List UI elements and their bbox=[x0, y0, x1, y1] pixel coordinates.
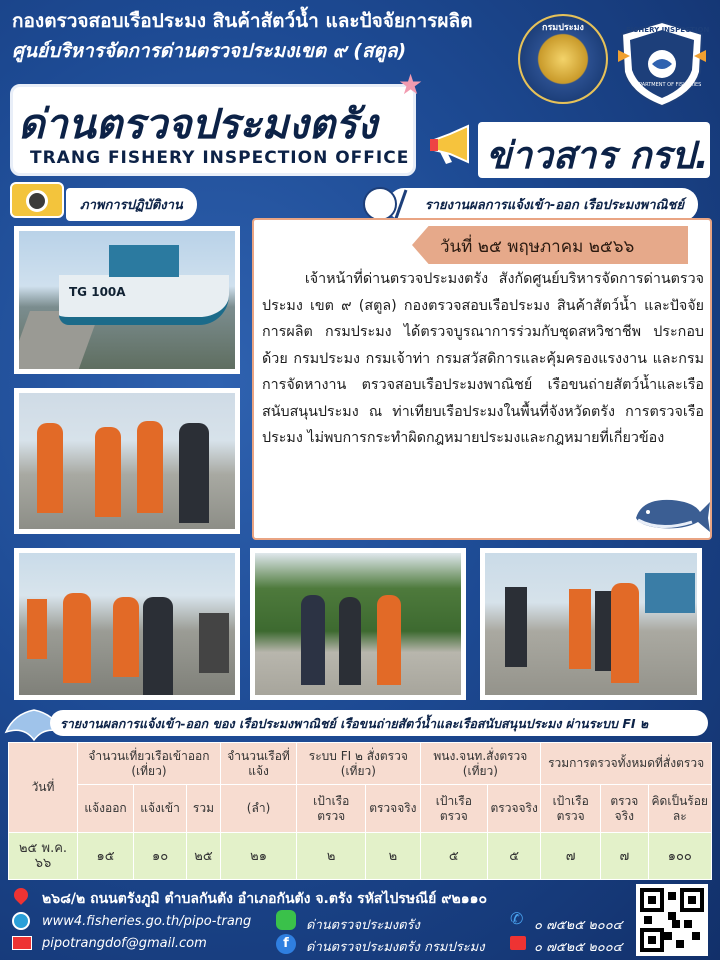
sub-header: รวม bbox=[187, 785, 221, 833]
fishery-inspection-logo bbox=[616, 20, 708, 108]
department-of-fisheries-logo bbox=[518, 14, 608, 104]
photo-inspection-team-1 bbox=[14, 388, 240, 534]
table-cell: ๒๑ bbox=[220, 833, 296, 880]
boat-number: TG 100A bbox=[69, 285, 126, 299]
table-row bbox=[9, 833, 712, 880]
sub-header: แจ้งออก bbox=[78, 785, 134, 833]
row-date: ๒๕ พ.ค. ๖๖ bbox=[9, 833, 78, 880]
news-body: เจ้าหน้าที่ด่านตรวจประมงตรัง สังกัดศูนย์บริหารจัดการด่านตรวจประมง เขต ๙ (สตูล) กองตรวจสอบเรือประมง สินค้าสัตว์น้ำ และปัจจัยการผลิต กรมประมง ได้ตรวจบูรณาการร่วมกับชุดสหวิชาชีพ ประกอบด้วย กรมประมง กรมเจ้าท่า กรมสวัสดิการและคุ้มครองแรงงาน และกรมการจัดหางาน ตรวจสอบเรือประมงพาณิชย์ เรือขนถ่ายสัตว์น้ำและเรือสนับสนุนประมง ณ ท่าเทียบเรือประมงในพื้นที่จังหวัดตรัง การตรวจเรือประมง ไม่พบการกระทำผิดกฎหมายประมงและกฎหมายที่เกี่ยวข้อง bbox=[262, 271, 704, 446]
table-cell: ๗ bbox=[541, 833, 601, 880]
location-pin-icon bbox=[11, 885, 31, 905]
camera-icon bbox=[10, 182, 64, 218]
report-date: วันที่ ๒๕ พฤษภาคม ๒๕๖๖ bbox=[440, 237, 635, 257]
footer-website[interactable]: www4.fisheries.go.th/pipo-trang bbox=[42, 914, 252, 929]
whale-icon bbox=[632, 488, 712, 538]
sub-header: (ลำ) bbox=[220, 785, 296, 833]
photo-inspection-team-3 bbox=[250, 548, 466, 700]
header-line-1: กองตรวจสอบเรือประมง สินค้าสัตว์น้ำ และปัจจัยการผลิต bbox=[12, 10, 473, 32]
footer-phone: ๐ ๗๕๒๕ ๒๐๐๔ bbox=[534, 918, 623, 933]
table-cell: ๑๐๐ bbox=[648, 833, 711, 880]
line-icon bbox=[276, 910, 296, 930]
qr-code[interactable] bbox=[636, 884, 708, 956]
photo-boat-pier bbox=[14, 226, 240, 374]
footer-fax: ๐ ๗๕๒๕ ๒๐๐๔ bbox=[534, 940, 623, 955]
logo-top-text: FISHERY INSPECTION bbox=[626, 26, 710, 34]
logo-bottom-text: DEPARTMENT OF FISHERIES bbox=[632, 82, 702, 88]
sub-header: ตรวจจริง bbox=[488, 785, 541, 833]
megaphone-icon bbox=[428, 124, 476, 172]
starfish-icon: ★ bbox=[398, 68, 424, 101]
table-title: รายงานผลการแจ้งเข้า-ออก ของ เรือประมงพาณิชย์ เรือขนถ่ายสัตว์น้ำและเรือสนับสนุนประมง ผ่านระบบ FI ๒ bbox=[60, 716, 649, 731]
footer-address: ๒๖๘/๒ ถนนตรังภูมิ ตำบลกันตัง อำเภอกันตัง จ.ตรัง รหัสไปรษณีย์ ๙๒๑๑๐ bbox=[42, 891, 488, 907]
report-label: รายงานผลการแจ้งเข้า-ออก เรือประมงพาณิชย์ bbox=[388, 188, 698, 221]
header-line-2: ศูนย์บริหารจัดการด่านตรวจประมงเขต ๙ (สตูล) bbox=[12, 40, 407, 62]
phone-icon: ✆ bbox=[510, 909, 524, 928]
sub-header: เป้าเรือตรวจ bbox=[541, 785, 601, 833]
logo-label: กรมประมง bbox=[542, 23, 584, 33]
page-title: ด่านตรวจประมงตรัง bbox=[18, 100, 378, 148]
footer-facebook[interactable]: ด่านตรวจประมงตรัง กรมประมง bbox=[306, 940, 485, 955]
sub-header: ตรวจจริง bbox=[601, 785, 648, 833]
header-fi2: ระบบ FI ๒ สั่งตรวจ (เที่ยว) bbox=[297, 743, 420, 785]
fax-icon bbox=[510, 936, 526, 950]
table-cell: ๒๕ bbox=[187, 833, 221, 880]
header-trips: จำนวนเที่ยวเรือเข้าออก (เที่ยว) bbox=[78, 743, 221, 785]
table-cell: ๕ bbox=[420, 833, 488, 880]
mail-icon bbox=[12, 936, 32, 950]
sub-header: เป้าเรือตรวจ bbox=[297, 785, 366, 833]
table-cell: ๒ bbox=[366, 833, 420, 880]
sub-header: แจ้งเข้า bbox=[134, 785, 187, 833]
table-cell: ๑๕ bbox=[78, 833, 134, 880]
header-total: รวมการตรวจทั้งหมดที่สั่งตรวจ bbox=[541, 743, 712, 785]
photo-inspection-team-4 bbox=[480, 548, 702, 700]
table-cell: ๕ bbox=[488, 833, 541, 880]
table-cell: ๑๐ bbox=[134, 833, 187, 880]
header-boats: จำนวนเรือที่แจ้ง bbox=[220, 743, 296, 785]
footer-email[interactable]: pipotrangdof@gmail.com bbox=[42, 936, 207, 951]
footer-line[interactable]: ด่านตรวจประมงตรัง bbox=[306, 918, 420, 933]
header-officer: พนง.จนท.สั่งตรวจ (เที่ยว) bbox=[420, 743, 541, 785]
news-label: ข่าวสาร กรป. bbox=[486, 134, 709, 177]
facebook-icon: f bbox=[276, 934, 296, 954]
photo-inspection-team-2 bbox=[14, 548, 240, 700]
sub-header: คิดเป็นร้อยละ bbox=[648, 785, 711, 833]
globe-icon bbox=[12, 912, 30, 930]
page-subtitle: TRANG FISHERY INSPECTION OFFICE bbox=[30, 148, 410, 168]
header-date: วันที่ bbox=[9, 743, 78, 833]
table-cell: ๗ bbox=[601, 833, 648, 880]
photos-label: ภาพการปฏิบัติงาน bbox=[66, 188, 197, 221]
report-table bbox=[8, 742, 712, 880]
sub-header: ตรวจจริง bbox=[366, 785, 420, 833]
table-cell: ๒ bbox=[297, 833, 366, 880]
sub-header: เป้าเรือตรวจ bbox=[420, 785, 488, 833]
